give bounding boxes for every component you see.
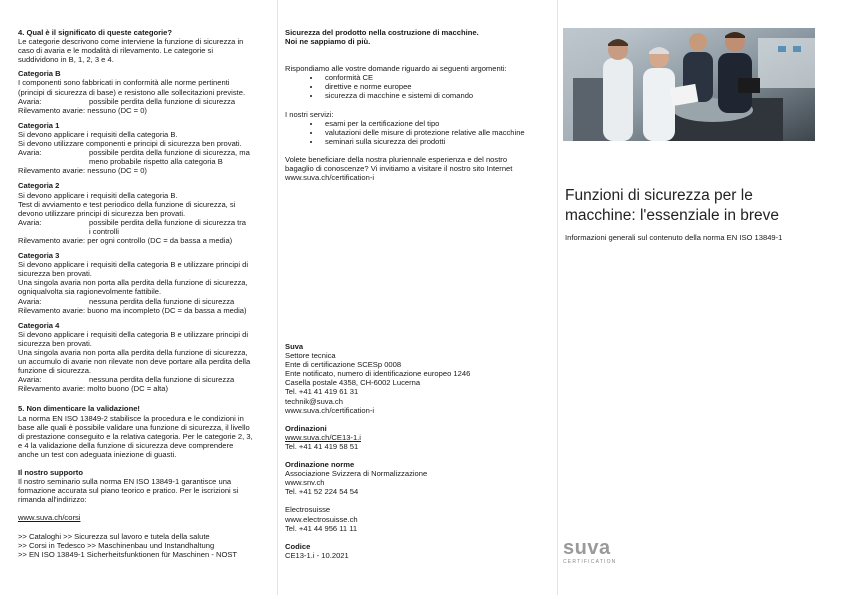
category-title: Categoria B: [18, 69, 61, 79]
avaria-label: Avaria:: [18, 217, 42, 227]
workshop-photo-illustration: [563, 28, 815, 141]
courses-link[interactable]: www.suva.ch/corsi: [18, 513, 81, 523]
category-line: Si devono applicare i requisiti della categoria B e utilizzare principi di: [18, 260, 249, 270]
rilevamento-line: Rilevamento avarie: nessuno (DC = 0): [18, 105, 147, 115]
orders-link[interactable]: www.suva.ch/CE13-1.i: [285, 432, 361, 442]
services-list: [285, 119, 550, 146]
category-line: I componenti sono fabbricati in conformità alle norme pertinenti: [18, 78, 230, 88]
rilevamento-line: Rilevamento avarie: per ogni controllo (DC = da bassa a media): [18, 235, 233, 245]
category-1: [18, 121, 270, 176]
support-line: rimanda all'indirizzo:: [18, 495, 87, 505]
left-panel: [0, 0, 277, 595]
suva-certification-logo: [563, 538, 623, 565]
category-line: (principi di sicurezza di base) e resistono alle sollecitazioni previste.: [18, 87, 246, 97]
category-line: Una singola avaria non porta alla perdita della funzione di sicurezza,: [18, 278, 248, 288]
electrosuisse-phone: Tel. +41 44 956 11 11: [285, 523, 358, 533]
question-5-line: e 4 la validazione della funzione di sicurezza deve comprendere: [18, 440, 234, 450]
avaria-row: [18, 218, 270, 227]
brochure-subtitle: Informazioni generali sul contenuto della norma EN ISO 13849-1: [565, 233, 783, 242]
navigation-path: >> EN ISO 13849-1 Sicherheitsfunktionen für Maschinen - NOST: [18, 549, 238, 559]
navigation-path: >> Cataloghi >> Sicurezza sul lavoro e tutela della salute: [18, 531, 210, 541]
suva-line: Ente di certificazione SCESp 0008: [285, 360, 402, 370]
question-4-line: Le categorie descrivono come interviene la funzione di sicurezza in: [18, 37, 244, 47]
document-code: CE13-1.i - 10.2021: [285, 550, 349, 560]
avaria-row-cont: [18, 157, 270, 166]
avaria-row: [18, 297, 270, 306]
suva-line: Ente notificato, numero di identificazione europeo 1246: [285, 369, 471, 379]
product-safety-heading: Sicurezza del prodotto nella costruzione di macchine.: [285, 28, 479, 37]
rilevamento-line: Rilevamento avarie: nessuno (DC = 0): [18, 166, 147, 176]
question-5-line: base alle quali è possibile validare una funzione di sicurezza, il livello: [18, 422, 250, 432]
suva-website[interactable]: www.suva.ch/certification-i: [285, 405, 375, 415]
support-line: formazione accurata sul piano teorico e pratico. Per le iscrizioni si: [18, 486, 239, 496]
topic-item: • conformità CE: [321, 73, 550, 82]
question-4-line: caso di avaria e le modalità di rilevamento. Le categorie si: [18, 46, 214, 56]
avaria-value: possibile perdita della funzione di sicurezza, ma: [89, 148, 250, 158]
question-5-line: anche un test con adeguata iniezione di guasti.: [18, 449, 177, 459]
suva-line: Casella postale 4358, CH-6002 Lucerna: [285, 378, 421, 388]
avaria-value: nessuna perdita della funzione di sicurezza: [89, 375, 235, 385]
category-line: Test di avviamento e test periodico della funzione di sicurezza, si: [18, 199, 236, 209]
left-panel-content: [18, 28, 270, 559]
category-line: ogniqualvolta sia ragionevolmente fattibile.: [18, 287, 162, 297]
category-title: Categoria 2: [18, 181, 60, 191]
contact-block: [285, 342, 550, 560]
avaria-row: [18, 148, 270, 157]
norms-order-title: Ordinazione norme: [285, 460, 355, 470]
category-4: [18, 321, 270, 394]
electrosuisse-name: Electrosuisse: [285, 505, 331, 515]
brochure-title: [565, 186, 805, 225]
category-line: Si devono utilizzare componenti e principi di sicurezza ben provati.: [18, 139, 242, 149]
suva-phone: Tel. +41 41 419 61 31: [285, 387, 359, 397]
avaria-value: possibile perdita della funzione di sicurezza: [89, 96, 236, 106]
rilevamento-line: Rilevamento avarie: molto buono (DC = alta): [18, 384, 169, 394]
category-line: funzione di sicurezza.: [18, 366, 92, 376]
topics-list: [285, 73, 550, 100]
navigation-path: >> Corsi in Tedesco >> Maschinenbau und Instandhaltung: [18, 540, 215, 550]
topic-item: • direttive e norme europee: [321, 82, 550, 91]
closing-line: Volete beneficiare della nostra pluriennale esperienza e del nostro: [285, 154, 508, 164]
avaria-row-cont: [18, 227, 270, 236]
cover-photo: [563, 28, 815, 141]
norms-website[interactable]: www.snv.ch: [285, 478, 325, 488]
services-title: I nostri servizi:: [285, 109, 334, 119]
norms-phone: Tel. +41 52 224 54 54: [285, 487, 359, 497]
category-line: devono utilizzare principi di sicurezza ben provati.: [18, 208, 186, 218]
avaria-value: i controlli: [89, 226, 119, 236]
category-title: Categoria 3: [18, 251, 60, 261]
support-line: Il nostro seminario sulla norma EN ISO 13849-1 garantisce una: [18, 477, 232, 487]
code-title: Codice: [285, 541, 311, 551]
product-safety-subheading: Noi ne sappiamo di più.: [285, 37, 371, 47]
avaria-label: Avaria:: [18, 148, 42, 158]
orders-title: Ordinazioni: [285, 423, 327, 433]
support-title: Il nostro supporto: [18, 468, 83, 478]
avaria-label: Avaria:: [18, 296, 42, 306]
avaria-label: Avaria:: [18, 96, 42, 106]
category-3: [18, 251, 270, 315]
middle-panel: [277, 0, 557, 595]
topic-item: • sicurezza di macchine e sistemi di comando: [321, 91, 550, 100]
norms-line: Associazione Svizzera di Normalizzazione: [285, 469, 428, 479]
avaria-value: possibile perdita della funzione di sicurezza tra: [89, 217, 247, 227]
category-title: Categoria 1: [18, 120, 60, 130]
question-5-line: di prestazione conseguito e la relativa categoria. Per le categorie 2, 3,: [18, 431, 253, 441]
avaria-label: Avaria:: [18, 375, 42, 385]
category-line: Si devono applicare i requisiti della categoria B.: [18, 129, 178, 139]
category-line: Si devono applicare i requisiti della categoria B e utilizzare principi di: [18, 329, 249, 339]
validation-section: [18, 404, 270, 459]
category-line: sicurezza ben provati.: [18, 269, 92, 279]
service-item: • seminari sulla sicurezza dei prodotti: [321, 137, 550, 146]
avaria-value: nessuna perdita della funzione di sicurezza: [89, 296, 235, 306]
avaria-row: [18, 375, 270, 384]
support-section: [18, 468, 270, 559]
fold-line-right: [557, 0, 558, 595]
certification-link[interactable]: www.suva.ch/certification-i: [285, 173, 375, 183]
suva-logo-certification: CERTIFICATION: [563, 559, 617, 565]
category-title: Categoria 4: [18, 320, 60, 330]
question-5-title: 5. Non dimenticare la validazione!: [18, 404, 140, 414]
electrosuisse-website[interactable]: www.electrosuisse.ch: [285, 514, 358, 524]
question-4-title: 4. Qual è il significato di queste categorie?: [18, 28, 173, 37]
category-line: sicurezza ben provati.: [18, 338, 92, 348]
question-4-line: suddividono in B, 1, 2, 3 e 4.: [18, 55, 114, 65]
rilevamento-line: Rilevamento avarie: buono ma incompleto (DC = da bassa a media): [18, 305, 247, 315]
topics-intro: Rispondiamo alle vostre domande riguardo ai seguenti argomenti:: [285, 64, 507, 74]
orders-phone: Tel. +41 41 419 58 51: [285, 441, 359, 451]
middle-panel-top: [285, 28, 550, 182]
closing-line: bagaglio di conoscenze? Vi invitiamo a visitare il nostro sito Internet: [285, 164, 513, 174]
question-5-line: La norma EN ISO 13849-2 stabilisce la procedura e le condizioni in: [18, 413, 244, 423]
suva-logo-wordmark: suva: [563, 537, 611, 559]
category-line: Si devono applicare i requisiti della categoria B.: [18, 190, 178, 200]
suva-line: Settore tecnica: [285, 351, 336, 361]
avaria-value: meno probabile rispetto alla categoria B: [89, 157, 223, 167]
category-2: [18, 181, 270, 245]
service-item: • valutazioni delle misure di protezione relative alle macchine: [321, 128, 550, 137]
suva-email[interactable]: technik@suva.ch: [285, 396, 343, 406]
avaria-row: [18, 97, 270, 106]
category-line: un accumulo di avarie non rilevate non deve portare alla perdita della: [18, 357, 251, 367]
category-line: Una singola avaria non porta alla perdita della funzione di sicurezza,: [18, 348, 248, 357]
brochure-title-line: Funzioni di sicurezza per le: [565, 187, 753, 204]
service-item: • esami per la certificazione del tipo: [321, 119, 550, 128]
suva-title: Suva: [285, 342, 304, 351]
category-b: [18, 69, 270, 114]
brochure-title-line: macchine: l'essenziale in breve: [565, 206, 780, 224]
